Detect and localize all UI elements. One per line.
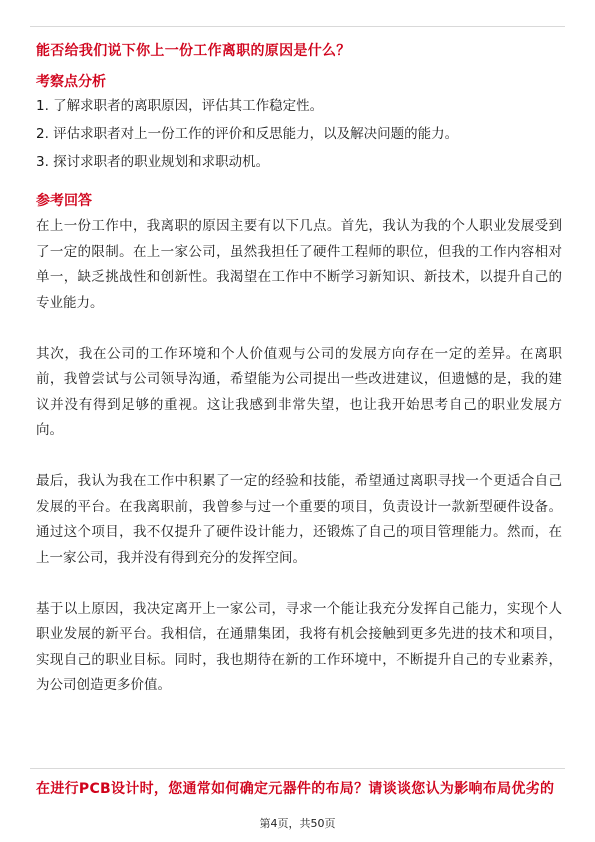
answer-paragraph: 基于以上原因，我决定离开上一家公司，寻求一个能让我充分发挥自己能力，实现个人职业发展的新平台。我相信，在通鼎集团，我将有机会接触到更多先进的技术和项目，实现自己的职业目标。同时，我也期待在新的工作环境中，不断提升自己的专业素养，为公司创造更多价值。 [36,600,562,693]
answer-body [36,214,562,724]
analysis-heading: 考察点分析 [36,74,106,90]
answer-paragraph: 在上一份工作中，我离职的原因主要有以下几点。首先，我认为我的个人职业发展受到了一定的限制。在上一家公司，虽然我担任了硬件工程师的职位，但我的工作内容相对单一，缺乏挑战性和创新性。我渴望在工作中不断学习新知识、新技术，以提升自己的专业能力。 [36,218,562,311]
analysis-point: 3. 探讨求职者的职业规划和求职动机。 [36,154,270,170]
page-footer: 第4页，共50页 [259,817,336,830]
analysis-point: 1. 了解求职者的离职原因，评估其工作稳定性。 [36,98,324,114]
bottom-divider [30,768,565,769]
top-divider [30,26,565,27]
answer-paragraph: 其次，我在公司的工作环境和个人价值观与公司的发展方向存在一定的差异。在离职前，我曾尝试与公司领导沟通，希望能为公司提出一些改进建议，但遗憾的是，我的建议并没有得到足够的重视。这让我感到非常失望，也让我开始思考自己的职业发展方向。 [36,345,562,438]
analysis-points [36,96,562,180]
answer-paragraph: 最后，我认为我在工作中积累了一定的经验和技能，希望通过离职寻找一个更适合自己发展的平台。在我离职前，我曾参与过一个重要的项目，负责设计一款新型硬件设备。通过这个项目，我不仅提升了硬件设计能力，还锻炼了自己的项目管理能力。然而，在上一家公司，我并没有得到充分的发挥空间。 [36,473,562,566]
question-title: 能否给我们说下你上一份工作离职的原因是什么？ [36,43,351,59]
analysis-point: 2. 评估求职者对上一份工作的评价和反思能力，以及解决问题的能力。 [36,126,459,142]
next-question-title: 在进行PCB设计时，您通常如何确定元器件的布局？请谈谈您认为影响布局优劣的 [36,781,555,797]
answer-heading: 参考回答 [36,193,92,209]
